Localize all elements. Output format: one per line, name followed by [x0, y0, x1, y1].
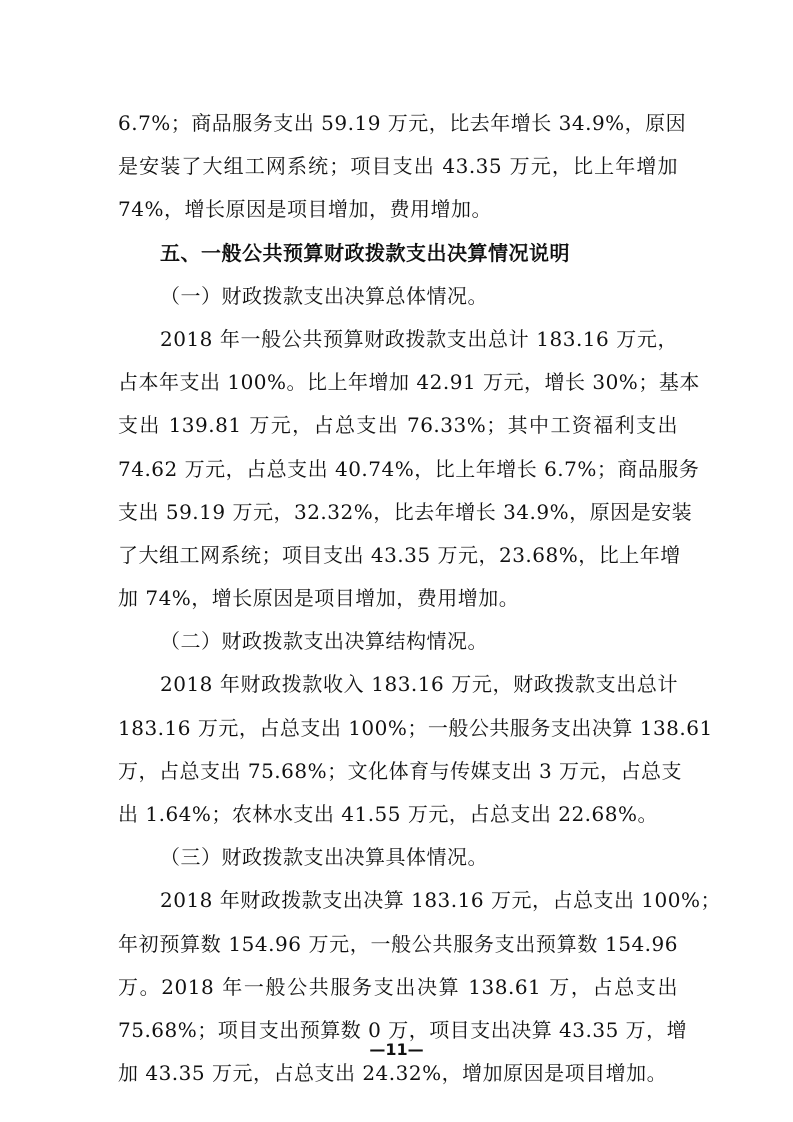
paragraph-overall	[118, 318, 700, 620]
text-line: 支出 139.81 万元，占总支出 76.33%；其中工资福利支出	[118, 413, 678, 438]
text-line: 2018 年财政拨款收入 183.16 万元，财政拨款支出总计	[160, 672, 678, 697]
paragraph-structure	[118, 663, 713, 836]
text-line: 年初预算数 154.96 万元，一般公共服务支出预算数 154.96	[118, 931, 678, 956]
text-line: 加 74%，增长原因是项目增加，费用增加。	[118, 586, 520, 611]
text-line: 6.7%；商品服务支出 59.19 万元，比去年增长 34.9%，原因	[118, 111, 687, 135]
paragraph-continuation	[118, 102, 687, 232]
text-line: 了大组工网系统；项目支出 43.35 万元，23.68%，比上年增	[118, 542, 681, 567]
text-line: 万。2018 年一般公共服务支出决算 138.61 万，占总支出	[118, 974, 678, 999]
text-line: 支出 59.19 万元，32.32%，比去年增长 34.9%，原因是安装	[118, 499, 693, 524]
text-line: 是安装了大组工网系统；项目支出 43.35 万元，比上年增加	[118, 154, 678, 179]
text-line: 75.68%；项目支出预算数 0 万，项目支出决算 43.35 万，增	[118, 1017, 688, 1042]
subheading-overall: （一）财政拨款支出决算总体情况。	[160, 283, 488, 308]
text-line: 2018 年一般公共预算财政拨款支出总计 183.16 万元，	[160, 326, 678, 351]
text-line: 加 43.35 万元，占总支出 24.32%，增加原因是项目增加。	[118, 1061, 668, 1086]
text-line: 出 1.64%；农林水支出 41.55 万元，占总支出 22.68%。	[118, 802, 658, 826]
page-number: —11—	[369, 1040, 424, 1059]
paragraph-detail	[118, 879, 721, 1095]
text-line: 74.62 万元，占总支出 40.74%，比上年增长 6.7%；商品服务	[118, 456, 700, 481]
text-line: 占本年支出 100%。比上年增加 42.91 万元，增长 30%；基本	[118, 370, 700, 395]
subheading-detail: （三）财政拨款支出决算具体情况。	[160, 845, 488, 870]
text-line: 183.16 万元，占总支出 100%；一般公共服务支出决算 138.61	[118, 715, 713, 740]
subheading-structure: （二）财政拨款支出决算结构情况。	[160, 629, 488, 654]
text-line: 74%，增长原因是项目增加，费用增加。	[118, 197, 492, 222]
document-body	[118, 102, 721, 1095]
text-line: 2018 年财政拨款支出决算 183.16 万元，占总支出 100%；	[160, 888, 721, 913]
text-line: 万，占总支出 75.68%；文化体育与传媒支出 3 万元，占总支	[118, 758, 683, 783]
section-heading: 五、一般公共预算财政拨款支出决算情况说明	[160, 240, 570, 265]
